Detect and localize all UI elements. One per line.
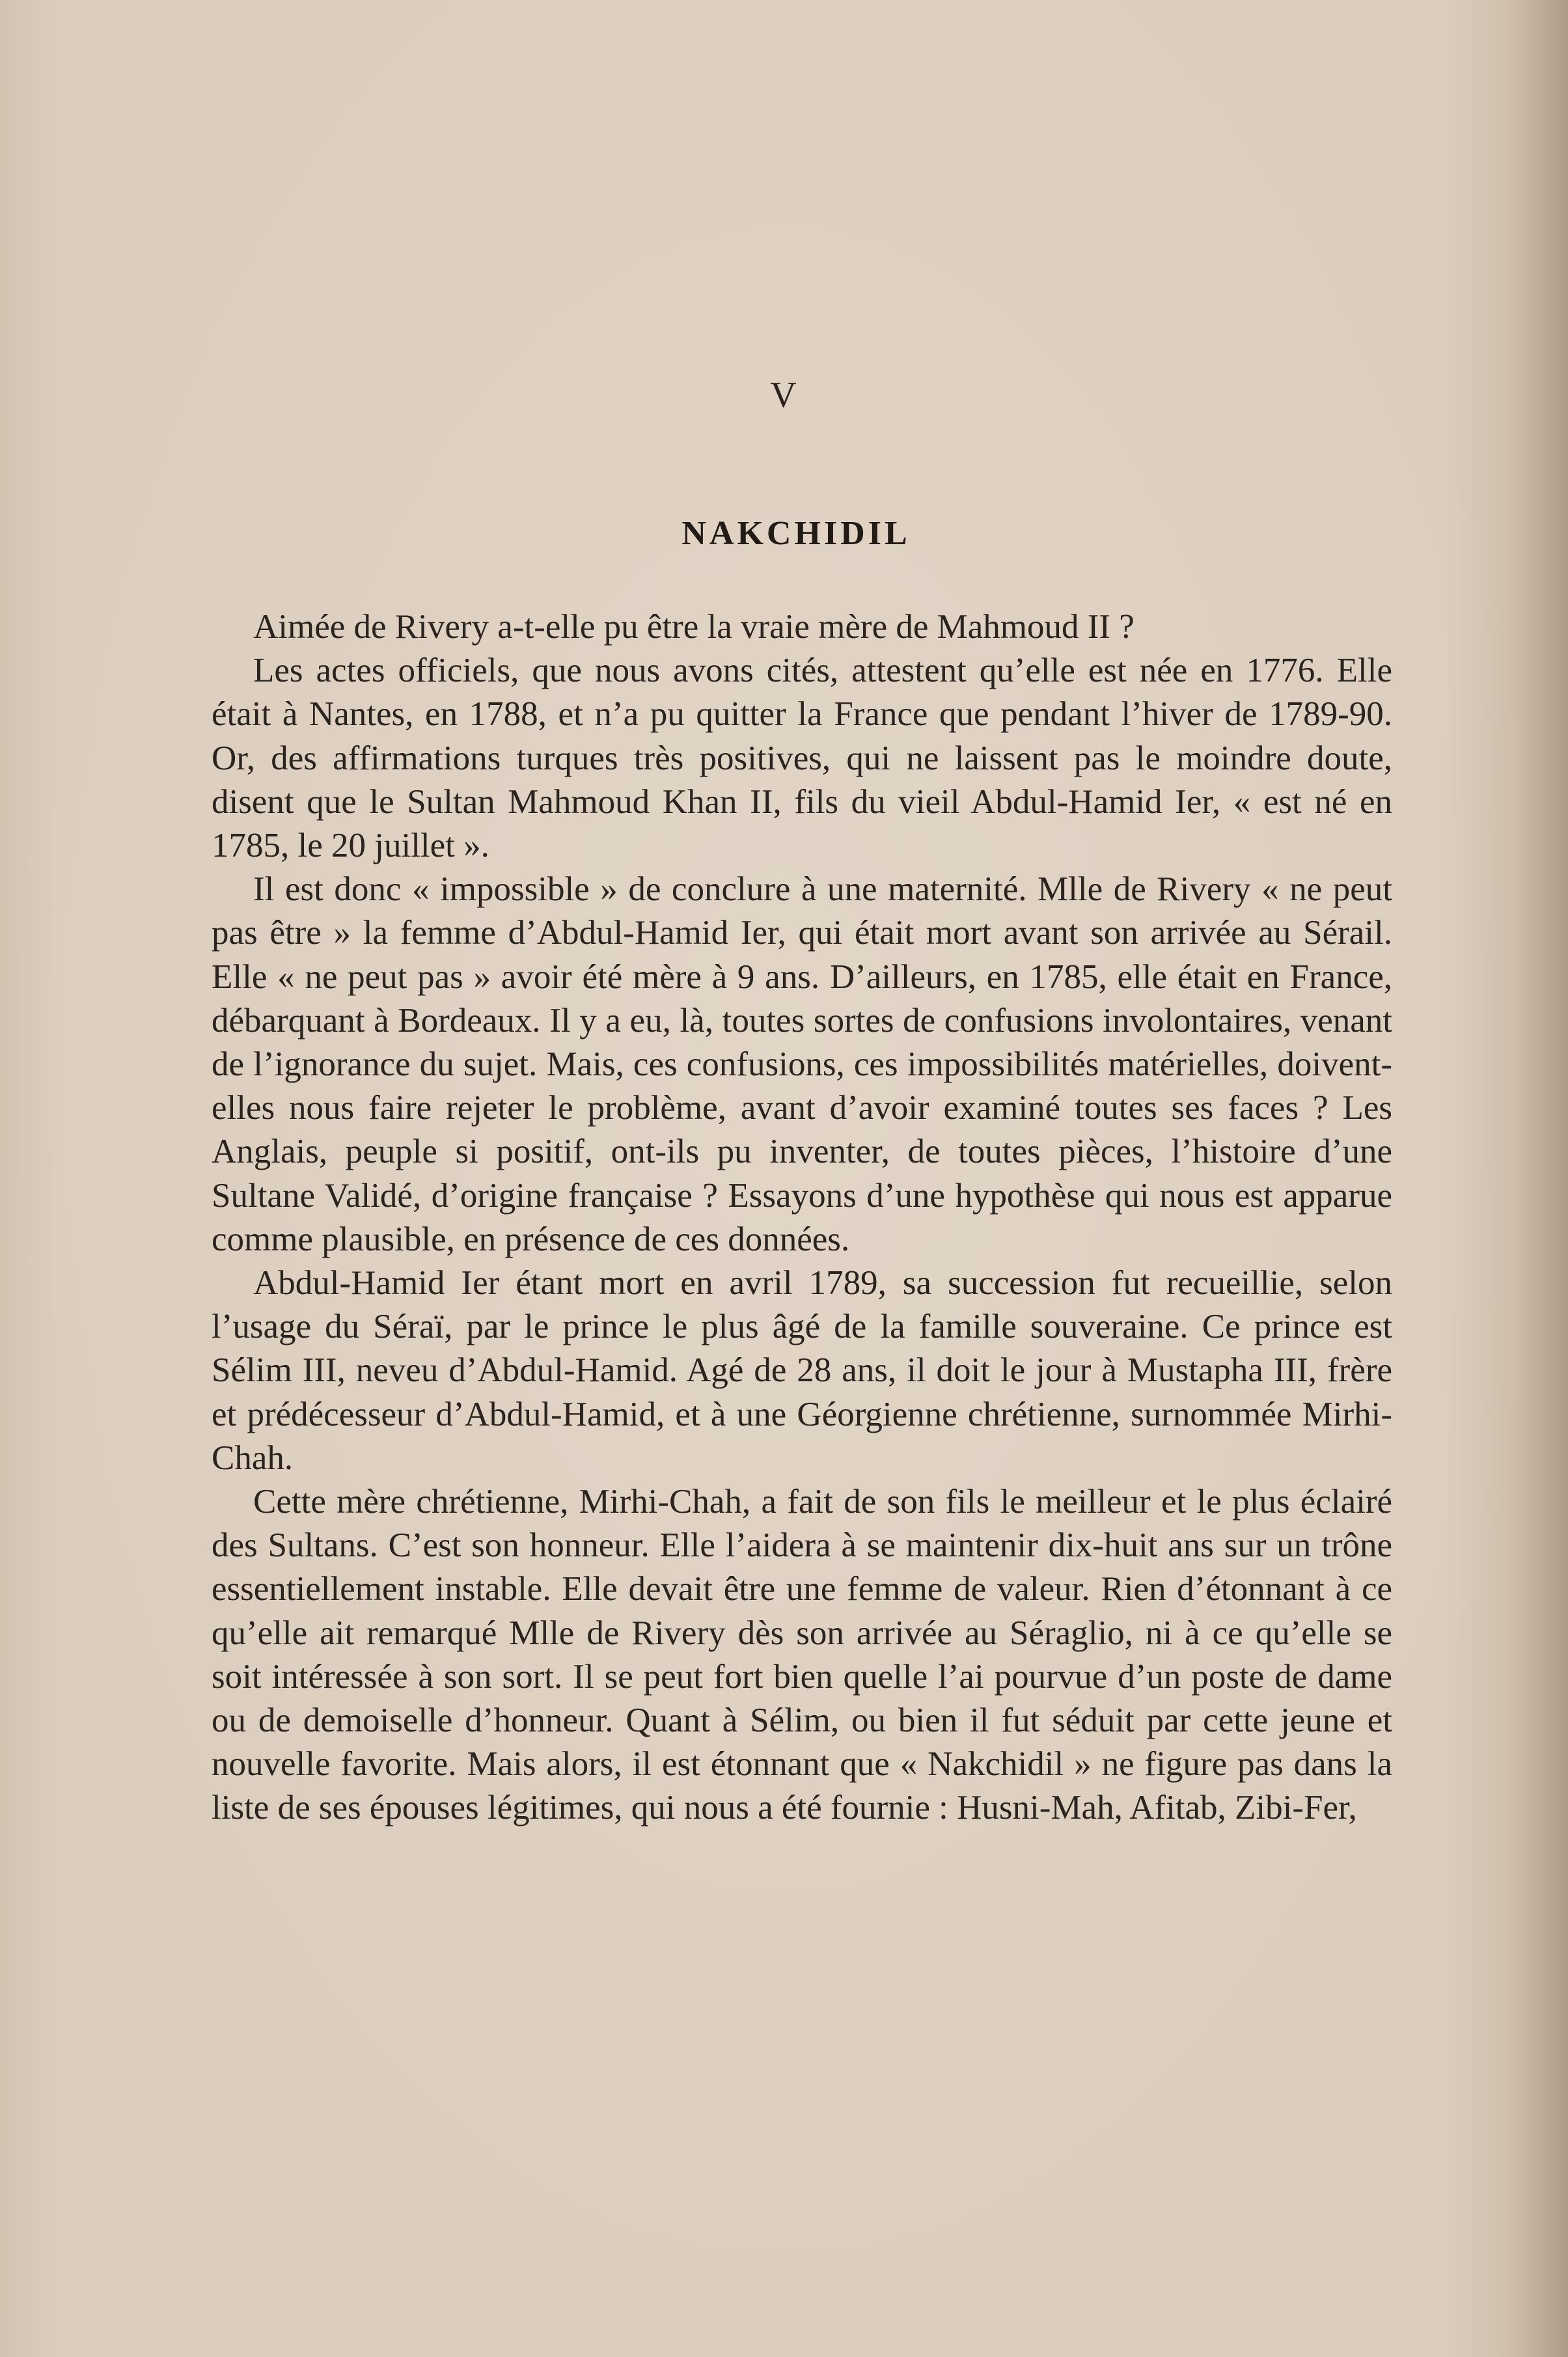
chapter-body [212, 605, 1392, 1830]
chapter-number: V [770, 375, 798, 415]
paragraph: Cette mère chrétienne, Mirhi-Chah, a fait de son fils le meilleur et le plus éclairé des Sultans. C’est son honneur. Elle l’aidera à se maintenir dix-huit ans sur un trône essentiellement instable. Elle devait être une femme de valeur. Rien d’étonnant à ce qu’elle ait remarqué Mlle de Rivery dès son arrivée au Séraglio, ni à ce qu’elle se soit intéressée à son sort. Il se peut fort bien quelle l’ai pourvue d’un poste de dame ou de demoiselle d’honneur. Quant à Sélim, ou bien il fut séduit par cette jeune et nouvelle favorite. Mais alors, il est étonnant que « Nakchidil » ne figure pas dans la liste de ses épouses légitimes, qui nous a été fournie : Husni-Mah, Afitab, Zibi-Fer, [212, 1483, 1392, 1827]
paragraph: Abdul-Hamid Ier étant mort en avril 1789, sa succession fut recueillie, selon l’usage du Séraï, par le prince le plus âgé de la famille souveraine. Ce prince est Sélim III, neveu d’Abdul-Hamid. Agé de 28 ans, il doit le jour à Mustapha III, frère et prédécesseur d’Abdul-Hamid, et à une Géorgienne chrétienne, surnommée Mirhi-Chah. [212, 1264, 1392, 1477]
chapter-title: NAKCHIDIL [681, 515, 911, 552]
page-edge-shadow [1509, 0, 1568, 2357]
paragraph: Aimée de Rivery a-t-elle pu être la vraie mère de Mahmoud II ? [253, 608, 1135, 646]
paragraph: Les actes officiels, que nous avons cités, attestent qu’elle est née en 1776. Elle était à Nantes, en 1788, et n’a pu quitter la France que pendant l’hiver de 1789-90. Or, des affirmations turques très positives, qui ne laissent pas le moindre doute, disent que le Sultan Mahmoud Khan II, fils du vieil Abdul-Hamid Ier, « est né en 1785, le 20 juillet ». [212, 652, 1392, 865]
paragraph: Il est donc « impossible » de conclure à une maternité. Mlle de Rivery « ne peut pas être » la femme d’Abdul-Hamid Ier, qui était mort avant son arrivée au Sérail. Elle « ne peut pas » avoir été mère à 9 ans. D’ailleurs, en 1785, elle était en France, débarquant à Bordeaux. Il y a eu, là, toutes sortes de confusions involontaires, venant de l’ignorance du sujet. Mais, ces confusions, ces impossibilités matérielles, doivent-elles nous faire rejeter le problème, avant d’avoir examiné toutes ses faces ? Les Anglais, peuple si positif, ont-ils pu inventer, de toutes pièces, l’histoire d’une Sultane Validé, d’origine française ? Essayons d’une hypothèse qui nous est apparue comme plausible, en présence de ces données. [212, 870, 1392, 1258]
